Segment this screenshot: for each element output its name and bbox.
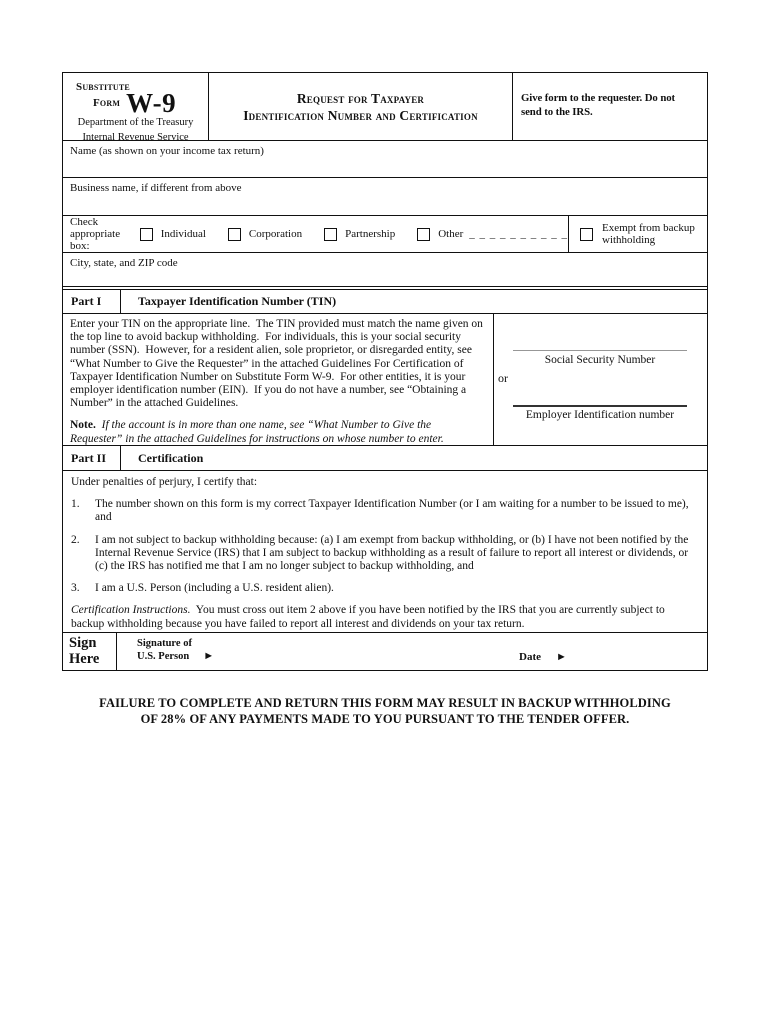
other-write-in-line[interactable]: _ _ _ _ _ _ _ _ _ _	[469, 228, 568, 240]
department-line2: Internal Revenue Service	[82, 131, 189, 143]
certification-instructions	[71, 604, 697, 630]
form-word-label: Form	[93, 97, 121, 109]
date-field[interactable]	[519, 651, 567, 663]
tin-note	[70, 419, 486, 445]
requester-instruction-line2: send to the IRS.	[521, 106, 593, 118]
name-field[interactable]	[63, 141, 707, 178]
part1-label: Part I	[63, 290, 121, 313]
other-label: Other	[438, 228, 464, 240]
warning-line2: OF 28% OF ANY PAYMENTS MADE TO YOU PURSUANT TO THE TENDER OFFER.	[140, 711, 630, 726]
ein-label: Employer Identification number	[525, 409, 675, 421]
form-number-line	[63, 88, 208, 118]
certification-item	[71, 498, 697, 524]
partnership-checkbox[interactable]	[324, 228, 337, 241]
other-checkbox[interactable]	[417, 228, 430, 241]
option-individual	[140, 228, 206, 241]
exempt-label: Exempt from backup withholding	[602, 221, 695, 246]
or-label: or	[498, 371, 508, 385]
name-field-label: Name (as shown on your income tax return)	[70, 145, 264, 157]
individual-checkbox[interactable]	[140, 228, 153, 241]
part1-body-row	[63, 314, 707, 446]
requester-instruction-line1: Give form to the requester. Do not	[521, 92, 676, 104]
certification-intro: Under penalties of perjury, I certify that:	[71, 476, 258, 488]
tin-note-lead: Note.	[70, 419, 96, 432]
item-number: 2.	[71, 533, 80, 546]
form-title-line1: Request for Taxpayer	[296, 90, 425, 106]
part2-header-row	[63, 446, 707, 471]
corporation-checkbox[interactable]	[228, 228, 241, 241]
part2-title: Certification	[138, 450, 204, 465]
here-word: Here	[69, 651, 100, 667]
entity-type-options	[63, 216, 569, 252]
backup-withholding-warning	[0, 696, 770, 727]
corporation-label: Corporation	[248, 228, 303, 240]
ein-input-line[interactable]	[513, 405, 687, 407]
part2-label: Part II	[63, 446, 121, 470]
option-corporation	[228, 228, 302, 241]
sign-word: Sign	[69, 635, 97, 651]
exempt-checkbox[interactable]	[580, 228, 593, 241]
department-line1: Department of the Treasury	[77, 117, 194, 128]
partnership-label: Partnership	[345, 228, 396, 240]
certification-instructions-body: You must cross out item 2 above if you have been notified by the IRS that you are currently subject to backup withholding because you have failed to report all interest and dividends on your tax return.	[71, 604, 668, 630]
signature-caption-line1: Signature of	[137, 638, 192, 649]
sign-here-row	[63, 633, 707, 670]
item-text: I am a U.S. Person (including a U.S. resident alien).	[95, 582, 334, 595]
requester-instruction-cell	[513, 73, 707, 140]
date-arrow-icon: ►	[556, 650, 567, 663]
individual-label: Individual	[160, 228, 206, 240]
part1-header-row	[63, 289, 707, 314]
signature-caption-line2-text: U.S. Person	[137, 651, 190, 662]
part1-title: Taxpayer Identification Number (TIN)	[138, 294, 337, 308]
option-partnership	[324, 228, 395, 241]
item-text: The number shown on this form is my correct Taxpayer Identification Number (or I am waiting for a number to be issued to me), and	[95, 498, 692, 524]
certification-body	[63, 471, 707, 633]
tin-instructions-text: Enter your TIN on the appropriate line. The TIN provided must match the name given on the top line to avoid backup withholding. For individuals, this is your social security number (SSN). However, for a resident alien, sole proprietor, or disregarded entity, see “What Number to Give the Requester” in the attached Guidelines For Certification of Taxpayer Identification Number on Substitute Form W-9. For other entities, it is your employer identification number (EIN). If you do not have a number, see “Obtaining a Number” in the attached Guidelines.	[70, 318, 486, 410]
tin-instructions	[63, 314, 494, 445]
item-number: 1.	[71, 498, 80, 511]
form-title-cell	[209, 73, 513, 140]
ssn-label: Social Security Number	[544, 354, 656, 366]
city-state-zip-label: City, state, and ZIP code	[70, 257, 178, 269]
substitute-label: Substitute	[76, 81, 130, 93]
sign-here-label	[63, 633, 117, 670]
item-number: 3.	[71, 582, 80, 595]
item-text: I am not subject to backup withholding because: (a) I am exempt from backup withholding, or (b) I have not been notified by the Internal Revenue Service (IRS) that I am subject to backup withholding as a result of failure to report all interest or dividends, or (c) the IRS has notified me that I am no longer subject to backup withholding, and	[95, 533, 692, 573]
certification-item	[71, 534, 697, 574]
option-other	[417, 228, 568, 241]
tin-note-body: If the account is in more than one name, see “What Number to Give the Requester” in the attached Guidelines for instructions on whose number to enter.	[70, 419, 444, 445]
tin-entry-area	[494, 314, 707, 445]
warning-line1: FAILURE TO COMPLETE AND RETURN THIS FORM MAY RESULT IN BACKUP WITHHOLDING	[99, 696, 671, 710]
exempt-backup-withholding-cell	[569, 216, 707, 252]
form-id-cell	[63, 73, 209, 143]
signature-arrow-icon: ►	[203, 650, 215, 662]
entity-type-row	[63, 216, 707, 253]
check-box-row-label: Check appropriate box:	[70, 216, 121, 252]
certification-instructions-lead: Certification Instructions.	[71, 604, 191, 617]
form-title-line2: Identification Number and Certification	[243, 107, 478, 123]
certification-item	[71, 582, 697, 595]
business-name-field-label: Business name, if different from above	[70, 182, 242, 194]
signature-caption-line2	[137, 650, 214, 663]
ssn-input-line[interactable]	[513, 350, 687, 351]
w9-form-table	[62, 72, 708, 671]
city-state-zip-field[interactable]	[63, 253, 707, 287]
signature-caption	[137, 637, 214, 663]
date-label: Date	[519, 651, 541, 663]
form-header-row	[63, 73, 707, 141]
business-name-field[interactable]	[63, 178, 707, 216]
form-number: W-9	[126, 88, 177, 118]
signature-area[interactable]	[117, 633, 707, 670]
